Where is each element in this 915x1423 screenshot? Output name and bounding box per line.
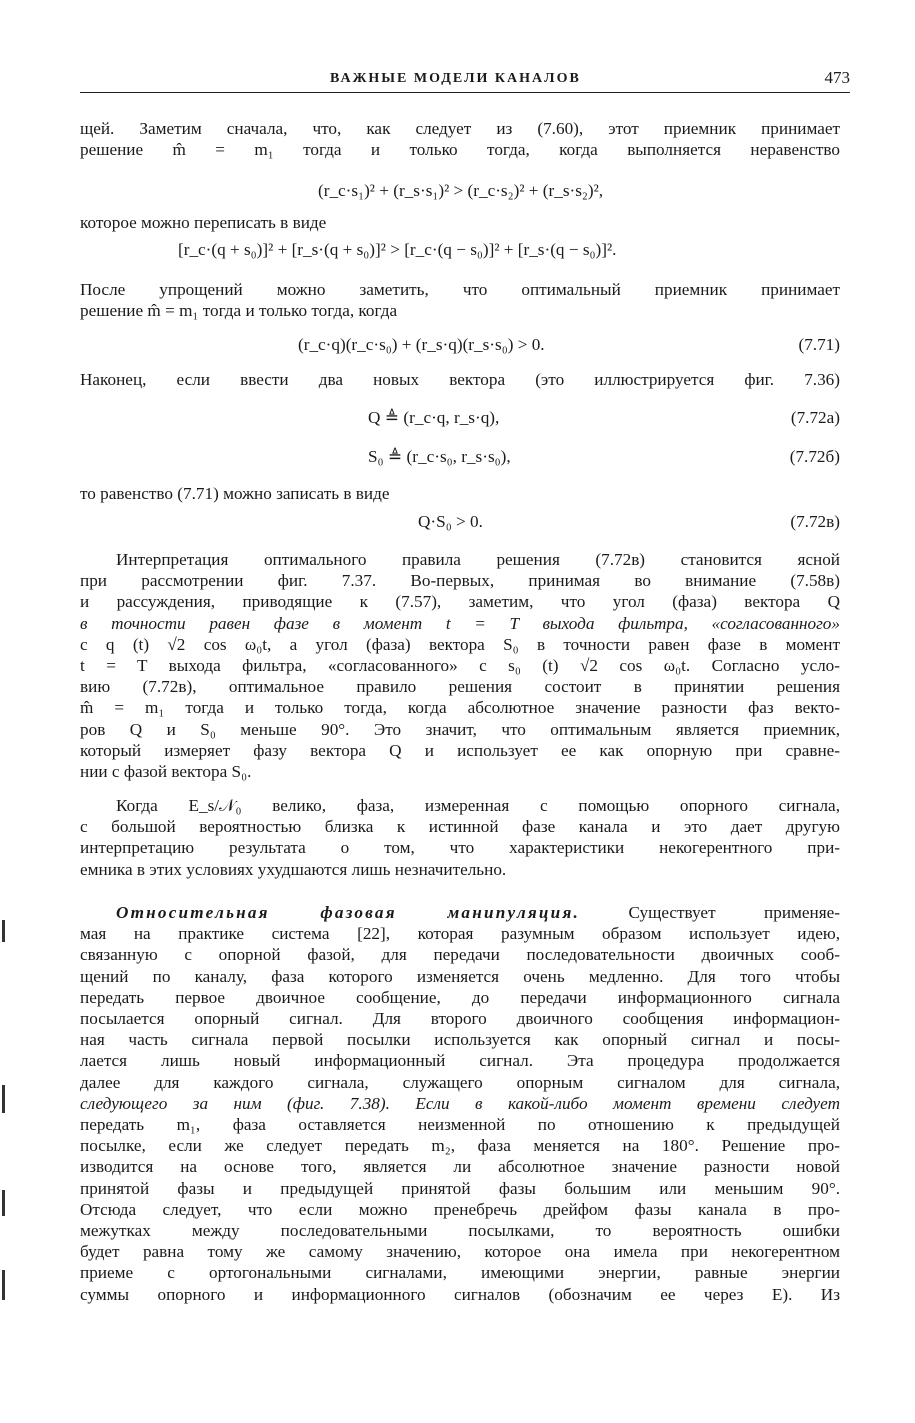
text-line: нии с фазой вектора S₀. <box>80 762 252 782</box>
text-line: принятой фазы и предыдущей принятой фазы большим или меньшим 90°. <box>80 1178 840 1198</box>
text-line: далее для каждого сигнала, служащего опорным сигналом для сигнала, <box>80 1072 840 1092</box>
equation-inequality-2: [r_c·(q + s₀)]² + [r_s·(q + s₀)]² > [r_c·(q − s₀)]² + [r_s·(q − s₀)]². <box>178 240 617 259</box>
text-line: Отсюда следует, что если можно пренебречь дрейфом фазы канала в про- <box>80 1199 840 1219</box>
header-title: ВАЖНЫЕ МОДЕЛИ КАНАЛОВ <box>330 71 581 86</box>
section-run-in-title: Относительная фазовая манипуляция. <box>116 903 580 922</box>
scan-margin-mark <box>2 1085 5 1113</box>
equation-number-7-72b: (7.72б) <box>789 447 840 466</box>
paragraph-equality <box>80 483 840 504</box>
text-line: и рассуждения, приводящие к (7.57), заметим, что угол (фаза) вектора Q <box>80 592 840 612</box>
equation-7-72v: Q·S₀ > 0. <box>418 512 483 531</box>
text-line: Наконец, если ввести два новых вектора (это иллюстрируется фиг. 7.36) <box>80 370 840 389</box>
text-line: После упрощений можно заметить, что оптимальный приемник принимает <box>80 280 840 299</box>
text-fragment: Существует применяе- <box>580 903 841 922</box>
text-line: щей. Заметим сначала, что, как следует из (7.60), этот приемник принимает <box>80 119 840 138</box>
paragraph-intro <box>80 118 840 160</box>
text-line: с большой вероятностью близка к истинной фазе канала и это дает другую <box>80 817 840 837</box>
text-line: щений по каналу, фаза которого изменяется очень медленно. Для того чтобы <box>80 966 840 986</box>
text-line: посылается опорный сигнал. Для второго двоичного сообщения информацион- <box>80 1009 840 1029</box>
text-line: то равенство (7.71) можно записать в виде <box>80 484 390 503</box>
text-line: вию (7.72в), оптимальное правило решения состоит в принятии решения <box>80 677 840 697</box>
text-line: с q (t) √2 cos ω₀t, а угол (фаза) вектора S₀ в точности равен фазе в момент <box>80 634 840 654</box>
paragraph-simplify <box>80 279 840 321</box>
text-line: лается лишь новый информационный сигнал. Эта процедура продолжается <box>80 1051 840 1071</box>
text-line <box>80 902 840 923</box>
text-line: решение m̂ = m₁ тогда и только тогда, когда выполняется неравенство <box>80 140 840 160</box>
text-line: t = T выхода фильтра, «согласованного» с s₀ (t) √2 cos ω₀t. Согласно усло- <box>80 656 840 676</box>
text-line: связанную с опорной фазой, для передачи последовательности двоичных сооб- <box>80 945 840 965</box>
text-line: ная часть сигнала первой посылки используется как опорный сигнал и посы- <box>80 1030 840 1050</box>
text-line: интерпретацию результата о том, что характеристики некогерентного при- <box>80 838 840 858</box>
scan-margin-mark <box>2 1270 5 1300</box>
text-line: передать m₁, фаза оставляется неизменной по отношению к предыдущей <box>80 1115 840 1135</box>
text-line: передать первое двоичное сообщение, до передачи информационного сигнала <box>80 987 840 1007</box>
text-line: посылке, если же следует передать m₂, фаза меняется на 180°. Решение про- <box>80 1136 840 1156</box>
text-line: будет равна тому же самому значению, которое она имела при некогерентном <box>80 1242 840 1262</box>
page-number: 473 <box>824 68 850 87</box>
paragraph-interpretation <box>80 549 840 782</box>
equation-7-72b: S₀ ≜ (r_c·s₀, r_s·s₀), <box>368 447 511 466</box>
running-header <box>80 68 850 93</box>
text-line: Интерпретация оптимального правила решения (7.72в) становится ясной <box>116 550 840 569</box>
text-line: приеме с ортогональными сигналами, имеющими энергии, равные энергии <box>80 1263 840 1283</box>
paragraph-high-snr <box>80 795 840 880</box>
scan-margin-mark <box>2 1190 5 1216</box>
text-line: Когда E_s/𝒩₀ велико, фаза, измеренная с помощью опорного сигнала, <box>116 796 840 815</box>
text-line: решение m̂ = m₁ тогда и только тогда, когда <box>80 301 398 321</box>
equation-number-7-72v: (7.72в) <box>790 512 840 531</box>
paragraph-rewrite <box>80 212 840 233</box>
text-line: которое можно переписать в виде <box>80 213 327 232</box>
paragraph-new-vectors <box>80 369 840 390</box>
text-line: межутках между последовательными посылками, то вероятность ошибки <box>80 1221 840 1241</box>
text-line: изводится на основе того, является ли абсолютное значение разности новой <box>80 1157 840 1177</box>
text-line: при рассмотрении фиг. 7.37. Во-первых, принимая во внимание (7.58в) <box>80 571 840 591</box>
text-line: ров Q и S₀ меньше 90°. Это значит, что оптимальным является приемник, <box>80 719 840 739</box>
text-line: m̂ = m₁ тогда и только тогда, когда абсолютное значение разности фаз векто- <box>80 698 840 718</box>
text-line: следующего за ним (фиг. 7.38). Если в какой-либо момент времени следует <box>80 1093 840 1113</box>
equation-inequality-1: (r_c·s₁)² + (r_s·s₁)² > (r_c·s₂)² + (r_s·s₂)², <box>318 181 604 200</box>
text-line: мая на практике система [22], которая разумным образом использует идею, <box>80 924 840 944</box>
equation-7-71: (r_c·q)(r_c·s₀) + (r_s·q)(r_s·s₀) > 0. <box>298 335 545 354</box>
text-line: который измеряет фазу вектора Q и использует ее как опорную при сравне- <box>80 740 840 760</box>
scan-margin-mark <box>2 920 5 942</box>
equation-number-7-71: (7.71) <box>798 335 840 354</box>
equation-7-72a: Q ≜ (r_c·q, r_s·q), <box>368 408 500 427</box>
equation-number-7-72a: (7.72а) <box>790 408 840 427</box>
paragraph-dpsk <box>80 902 840 1305</box>
text-line: в точности равен фазе в момент t = T выхода фильтра, «согласованного» <box>80 613 840 633</box>
text-line: емника в этих условиях ухудшаются лишь незначительно. <box>80 859 507 879</box>
text-line: суммы опорного и информационного сигналов (обозначим ее через E). Из <box>80 1284 840 1304</box>
